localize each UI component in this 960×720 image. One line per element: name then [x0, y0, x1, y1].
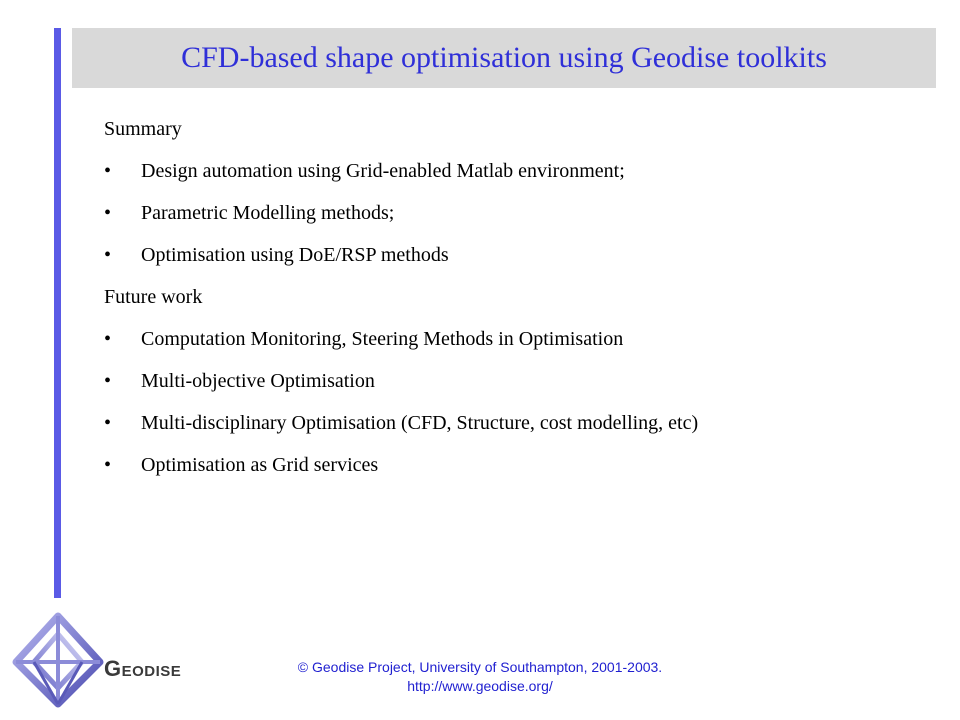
bullet-text: Optimisation as Grid services [141, 454, 379, 476]
bullet-marker: • [104, 328, 112, 350]
list-item [104, 196, 924, 238]
slide-title: CFD-based shape optimisation using Geodise toolkits [181, 41, 827, 74]
bullet-marker: • [104, 202, 112, 224]
bullet-marker: • [104, 160, 112, 182]
bullet-text: Computation Monitoring, Steering Methods in Optimisation [141, 328, 624, 350]
list-item [104, 364, 924, 406]
bullet-marker: • [104, 412, 112, 434]
section-heading-summary: Summary [104, 118, 182, 140]
logo-wordmark: Geodise [104, 656, 182, 681]
slide-body [104, 112, 924, 490]
geodise-pyramid-icon [12, 612, 104, 708]
bullet-text: Parametric Modelling methods; [141, 202, 395, 224]
list-item [104, 406, 924, 448]
bullet-marker: • [104, 370, 112, 392]
list-item [104, 154, 924, 196]
bullet-text: Multi-disciplinary Optimisation (CFD, Structure, cost modelling, etc) [141, 412, 699, 434]
list-item [104, 322, 924, 364]
footer-url-link[interactable]: http://www.geodise.org/ [407, 678, 553, 694]
list-item [104, 448, 924, 490]
footer [250, 658, 710, 696]
copyright-text: © Geodise Project, University of Southampton, 2001-2003. [297, 659, 663, 675]
bullet-marker: • [104, 454, 112, 476]
bullet-text: Multi-objective Optimisation [141, 370, 375, 392]
list-item [104, 238, 924, 280]
bullet-text: Design automation using Grid-enabled Matlab environment; [141, 160, 625, 182]
bullet-text: Optimisation using DoE/RSP methods [141, 244, 449, 266]
bullet-marker: • [104, 244, 112, 266]
left-accent-bar [54, 28, 61, 598]
section-heading-future-work: Future work [104, 286, 203, 308]
